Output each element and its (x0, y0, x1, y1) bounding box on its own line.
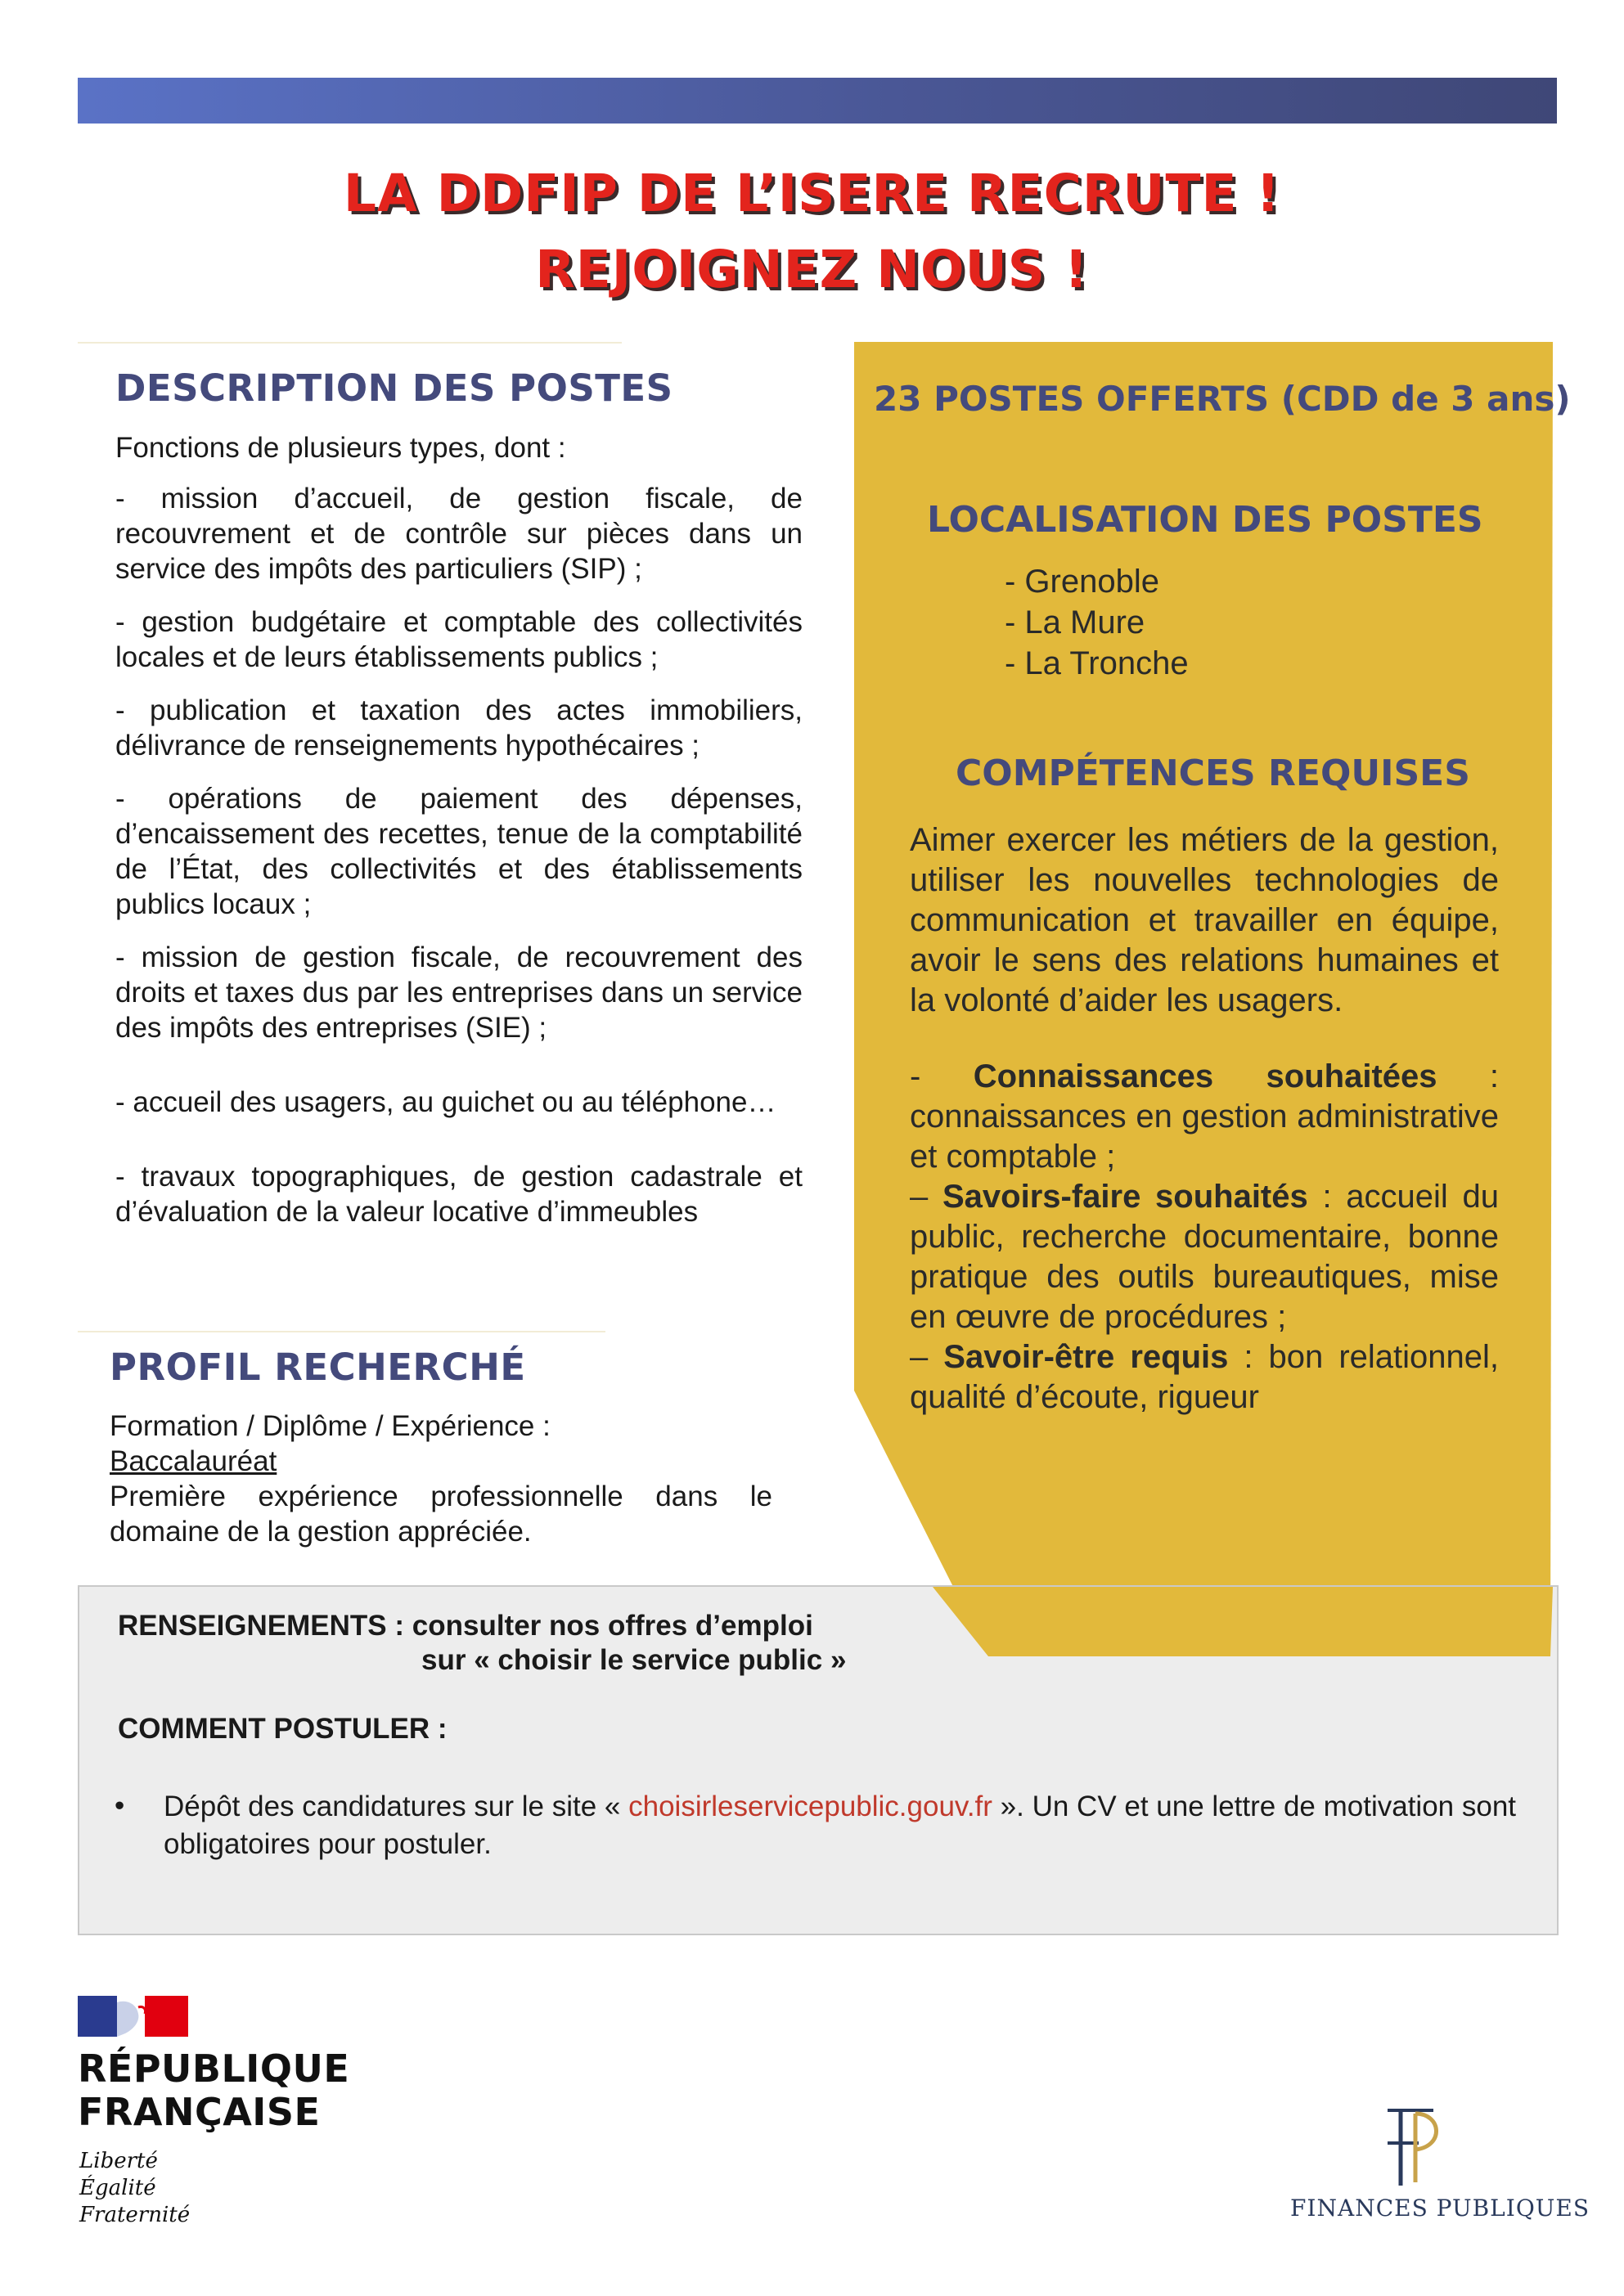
page-title-line2: REJOIGNEZ NOUS ! (535, 240, 1089, 299)
renseignements-line1: RENSEIGNEMENTS : consulter nos offres d’emploi (118, 1610, 813, 1642)
location-item: - Grenoble (1005, 564, 1159, 600)
comment-postuler-title: COMMENT POSTULER : (118, 1713, 448, 1745)
description-item: - publication et taxation des actes immobiliers, délivrance de renseignements hypothécaires ; (115, 694, 803, 762)
bullet-icon: • (115, 1790, 125, 1822)
motto-liberte: Liberté (79, 2149, 158, 2173)
profil-diploma: Baccalauréat (110, 1445, 277, 1477)
dash: – (910, 1339, 944, 1375)
depot-suffix: ». Un CV et une lettre de motivation sont obligatoires pour postuler. (164, 1791, 1517, 1860)
competences-title: COMPÉTENCES REQUISES (956, 753, 1470, 794)
page-title-line1: LA DDFIP DE L’ISERE RECRUTE ! (343, 164, 1281, 223)
finances-publiques-logo-icon (1383, 2102, 1448, 2188)
savoiretre-text: : bon relationnel, qualité d’écoute, rigueur (910, 1339, 1500, 1415)
renseignements-line2: sur « choisir le service public » (421, 1644, 847, 1676)
description-intro: Fonctions de plusieurs types, dont : (115, 432, 566, 464)
motto-egalite: Égalité (79, 2176, 156, 2200)
connaissances-text: : connaissances en gestion administrative et comptable ; (910, 1058, 1499, 1175)
description-title: DESCRIPTION DES POSTES (115, 366, 673, 410)
connaissances-label: Connaissances souhaitées (973, 1058, 1437, 1094)
republique-line1: RÉPUBLIQUE (78, 2047, 350, 2091)
localisation-title: LOCALISATION DES POSTES (927, 499, 1483, 541)
description-item: - gestion budgétaire et comptable des collectivités locales et de leurs établissements publics ; (115, 606, 803, 673)
savoiretre-label: Savoir-être requis (943, 1339, 1229, 1375)
profil-title: PROFIL RECHERCHÉ (110, 1346, 526, 1389)
offer-title: 23 POSTES OFFERTS (CDD de 3 ans) (874, 379, 1571, 419)
website-link[interactable]: choisirleservicepublic.gouv.fr (628, 1791, 992, 1822)
depot-text (164, 1788, 1522, 1863)
motto-fraternite: Fraternité (79, 2203, 191, 2227)
competences-text: Aimer exercer les métiers de la gestion, utiliser les nouvelles technologies de communication et travailler en équipe, avoir le sens des relations humaines et la volonté d’aider les usagers. (910, 822, 1499, 1018)
description-item: - accueil des usagers, au guichet ou au téléphone… (115, 1086, 776, 1118)
depot-prefix: Dépôt des candidatures sur le site « (164, 1791, 629, 1822)
finances-publiques-label: FINANCES PUBLIQUES (1290, 2195, 1590, 2222)
marianne-flag-icon (78, 1996, 188, 2037)
location-item: - La Tronche (1005, 645, 1189, 681)
savoirfaire-label: Savoirs-faire souhaités (942, 1179, 1308, 1215)
description-item: - mission de gestion fiscale, de recouvrement des droits et taxes dus par les entreprises dans un service des impôts des entreprises (SIE) ; (115, 941, 803, 1044)
republique-line2: FRANÇAISE (78, 2090, 321, 2134)
description-item: - travaux topographiques, de gestion cadastrale et d’évaluation de la valeur locative d’immeubles (115, 1161, 803, 1228)
location-item: - La Mure (1005, 604, 1145, 640)
description-item: - mission d’accueil, de gestion fiscale, de recouvrement et de contrôle sur pièces dans un service des impôts des particuliers (SIP) ; (115, 483, 803, 585)
profil-experience: Première expérience professionnelle dans le domaine de la gestion appréciée. (110, 1480, 772, 1548)
dash: - (910, 1058, 974, 1094)
description-item: - opérations de paiement des dépenses, d’encaissement des recettes, tenue de la comptabilité de l’État, des collectivités et des établissements publics locaux ; (115, 783, 803, 920)
savoirfaire-text: : accueil du public, recherche documentaire, bonne pratique des outils bureautiques, mise en œuvre de procédures ; (910, 1179, 1499, 1335)
profil-line: Formation / Diplôme / Expérience : (110, 1410, 551, 1442)
dash: – (910, 1179, 942, 1215)
